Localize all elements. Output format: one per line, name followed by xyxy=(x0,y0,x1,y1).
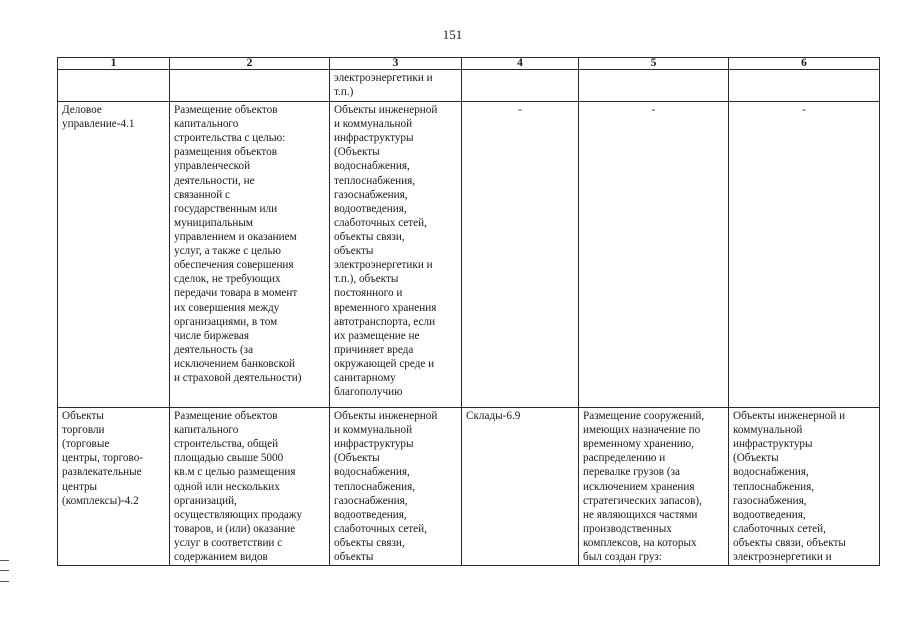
page-number: 151 xyxy=(442,27,463,42)
column-header-5: 5 xyxy=(579,58,729,70)
table-cell: Размещение объектов капитального строительства, общей площадью свыше 5000 кв.м с целью размещения одной или нескольких организаций, осуществляющих продажу товаров, и (или) оказание услуг в соответствии с содержанием видов xyxy=(170,408,330,566)
dash-mark: - xyxy=(518,104,522,116)
column-header-1: 1 xyxy=(58,58,170,70)
regulation-table xyxy=(57,57,880,566)
scan-margin-mark xyxy=(0,560,9,582)
column-header-6: 6 xyxy=(729,58,880,70)
column-header-4: 4 xyxy=(462,58,579,70)
table-cell xyxy=(579,102,729,408)
table-cell xyxy=(729,70,880,102)
table-cell: Склады-6.9 xyxy=(462,408,579,566)
column-header-2: 2 xyxy=(170,58,330,70)
table-cell: Объекты инженерной и коммунальной инфраструктуры (Объекты водоснабжения, теплоснабжения, газоснабжения, водоотведения, слаботочных сетей, объекты связи, объекты электроэнергетики и т.п.), объекты постоянного и временного хранения автотранспорта, если их размещение не причиняет вреда окружающей среде и санитарному благополучию xyxy=(330,102,462,408)
column-header-3: 3 xyxy=(330,58,462,70)
table-cell: Объекты инженерной и коммунальной инфраструктуры (Объекты водоснабжения, теплоснабжения, газоснабжения, водоотведения, слаботочных сетей, объекты связи, объекты электроэнергетики и xyxy=(729,408,880,566)
table-cell: Размещение объектов капитального строительства с целью: размещения объектов управленческой деятельности, не связанной с государственным или муниципальным управлением и оказанием услуг, а также с целью обеспечения совершения сделок, не требующих передачи товара в момент их совершения между организациями, в том числе биржевая деятельность (за исключением банковской и страховой деятельности) xyxy=(170,102,330,408)
table-cell: Объекты инженерной и коммунальной инфраструктуры (Объекты водоснабжения, теплоснабжения, газоснабжения, водоотведения, слаботочных сетей, объекты связи, объекты xyxy=(330,408,462,566)
table-cell: электроэнергетики и т.п.) xyxy=(330,70,462,102)
table-row-business-management xyxy=(58,102,880,408)
table-cell xyxy=(58,70,170,102)
table-row-continuation xyxy=(58,70,880,102)
table-cell xyxy=(462,102,579,408)
table-cell xyxy=(579,70,729,102)
dash-mark: - xyxy=(802,104,806,116)
table-cell: Деловое управление-4.1 xyxy=(58,102,170,408)
header-row xyxy=(58,58,880,70)
table-cell xyxy=(462,70,579,102)
table-cell: Объекты торговли (торговые центры, торгово- развлекательные центры (комплексы)-4.2 xyxy=(58,408,170,566)
table-cell xyxy=(729,102,880,408)
table-row-trade-objects xyxy=(58,408,880,566)
table-cell xyxy=(170,70,330,102)
table-cell: Размещение сооружений, имеющих назначение по временному хранению, распределению и перевалке грузов (за исключением хранения стратегических запасов), не являющихся частями производственных комплексов, на которых был создан груз: xyxy=(579,408,729,566)
dash-mark: - xyxy=(651,104,656,116)
